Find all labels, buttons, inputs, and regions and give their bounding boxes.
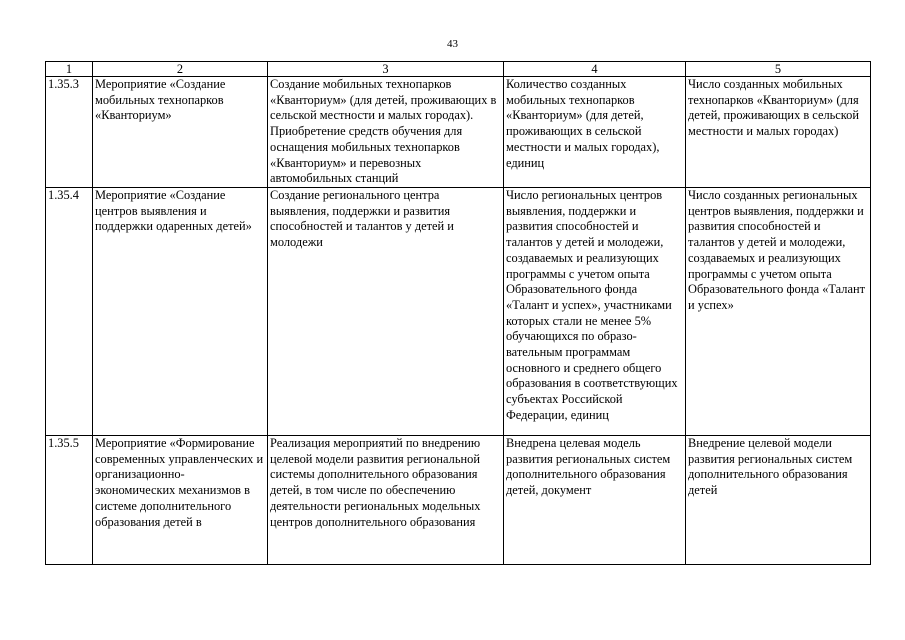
indicator-cell: Количество созданных мобильных технопарков «Кванториум» (для детей, проживающих в сельской местности и малых городах), единиц xyxy=(504,77,686,188)
column-header-4: 4 xyxy=(504,62,686,77)
row-number: 1.35.3 xyxy=(46,77,93,188)
header-row xyxy=(46,62,871,77)
indicator-cell: Число региональных центров выявления, поддержки и развития способностей и талантов у детей и молодежи, создаваемых и реализующих программы с учетом опыта Образовательного фонда «Талант и успех», участниками которых стали не менее 5% обучающихся по образовательным программам основного и среднего общего образования в соответствующих субъектах Российской Федерации, единиц xyxy=(504,188,686,436)
event-description-cell: Реализация мероприятий по внедрению целевой модели развития региональной системы дополнительного образования детей, в том числе по обеспечению деятельности региональных модельных центров дополнительного образования xyxy=(268,436,504,565)
table-row xyxy=(46,188,871,436)
indicator-cell: Внедрена целевая модель развития региональных систем дополнительного образования детей, документ xyxy=(504,436,686,565)
result-cell: Число созданных региональных центров выявления, поддержки и развития способностей и талантов у детей и молодежи, создаваемых и реализующих программы с учетом опыта Образовательного фонда «Талант и успех» xyxy=(686,188,871,436)
row-number: 1.35.4 xyxy=(46,188,93,436)
column-header-1: 1 xyxy=(46,62,93,77)
event-description-cell: Создание мобильных технопарков «Кванториум» (для детей, проживающих в сельской местности и малых городах). Приобретение средств обучения для оснащения мобильных технопарков «Кванториум» и перевозных автомобильных станций xyxy=(268,77,504,188)
column-header-5: 5 xyxy=(686,62,871,77)
result-cell: Внедрение целевой модели развития региональных систем дополнительного образования детей xyxy=(686,436,871,565)
event-description-cell: Создание регионального центра выявления, поддержки и развития способностей и талантов у детей и молодежи xyxy=(268,188,504,436)
column-header-3: 3 xyxy=(268,62,504,77)
table-row xyxy=(46,77,871,188)
row-number: 1.35.5 xyxy=(46,436,93,565)
table-header xyxy=(46,62,871,77)
data-table xyxy=(45,61,871,565)
event-name-cell: Мероприятие «Создание мобильных технопарков «Кванториум» xyxy=(93,77,268,188)
event-name-cell: Мероприятие «Формирование современных управленческих и организационно-экономических механизмов в системе дополнительного образования детей в xyxy=(93,436,268,565)
table-row xyxy=(46,436,871,565)
column-header-2: 2 xyxy=(93,62,268,77)
page-number: 43 xyxy=(447,38,458,50)
event-name-cell: Мероприятие «Создание центров выявления и поддержки одаренных детей» xyxy=(93,188,268,436)
result-cell: Число созданных мобильных технопарков «Кванториум» (для детей, проживающих в сельской местности и малых городах) xyxy=(686,77,871,188)
